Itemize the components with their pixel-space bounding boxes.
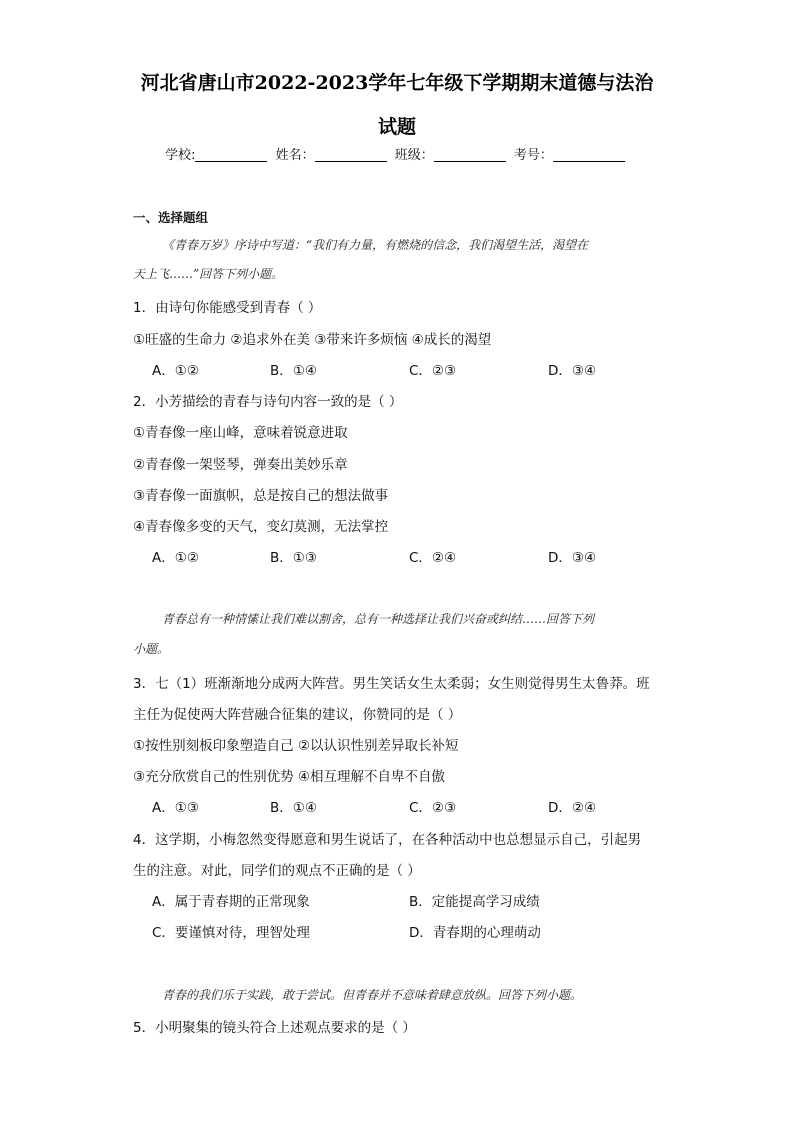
class-blank[interactable] <box>434 147 506 162</box>
q1-option-b[interactable]: B．①④ <box>270 363 317 379</box>
q2-option-b[interactable]: B．①③ <box>270 550 317 566</box>
material2-line1: 青春总有一种情愫让我们难以割舍，总有一种选择让我们兴奋或纠结……回答下列 <box>162 612 595 626</box>
q3-items-line2: ③充分欣赏自己的性别优势 ④相互理解不自卑不自傲 <box>133 769 445 785</box>
school-blank[interactable] <box>195 147 267 162</box>
student-info-row <box>0 144 794 163</box>
q4-stem-line2: 生的注意。对此，同学们的观点不正确的是（ ） <box>133 863 421 879</box>
q4-stem-line1: 4．这学期，小梅忽然变得愿意和男生说话了，在各种活动中也总想显示自己，引起男 <box>133 832 642 848</box>
q2-option-d[interactable]: D．③④ <box>548 550 597 566</box>
material1-line2: 天上飞……”回答下列小题。 <box>133 267 284 281</box>
q3-option-b[interactable]: B．①④ <box>270 800 317 816</box>
q2-option-c[interactable]: C．②④ <box>409 550 457 566</box>
material1-line1: 《青春万岁》序诗中写道：“我们有力量，有燃烧的信念，我们渴望生活，渴望在 <box>162 238 589 252</box>
section-heading: 一、选择题组 <box>133 210 209 225</box>
material3-line: 青春的我们乐于实践，敢于尝试。但青春并不意味着肆意放纵。回答下列小题。 <box>162 988 583 1002</box>
q1-option-a[interactable]: A．①② <box>152 363 199 379</box>
q1-option-c[interactable]: C．②③ <box>409 363 457 379</box>
q3-option-c[interactable]: C．②③ <box>409 800 457 816</box>
q1-items: ①旺盛的生命力 ②追求外在美 ③带来许多烦恼 ④成长的渴望 <box>133 332 492 348</box>
q5-stem: 5．小明聚集的镜头符合上述观点要求的是（ ） <box>133 1020 416 1036</box>
q2-item-1: ①青春像一座山峰，意味着锐意进取 <box>133 425 348 441</box>
q2-item-4: ④青春像多变的天气，变幻莫测，无法掌控 <box>133 519 389 535</box>
name-blank[interactable] <box>315 147 387 162</box>
class-label: 班级： <box>394 148 434 163</box>
q4-option-c[interactable]: C．要谨慎对待，理智处理 <box>152 925 310 941</box>
school-label: 学校: <box>165 148 196 163</box>
name-label: 姓名： <box>275 148 315 163</box>
exam-title-line2: 试题 <box>377 116 416 138</box>
q2-stem: 2．小芳描绘的青春与诗句内容一致的是（ ） <box>133 394 403 410</box>
q3-stem-line2: 主任为促使两大阵营融合征集的建议，你赞同的是（ ） <box>133 707 462 723</box>
exam-number-label: 考号： <box>513 148 553 163</box>
q1-stem: 1．由诗句你能感受到青春（ ） <box>133 300 322 316</box>
q3-items-line1: ①按性别刻板印象塑造自己 ②以认识性别差异取长补短 <box>133 738 459 754</box>
q4-option-b[interactable]: B．定能提高学习成绩 <box>409 894 540 910</box>
q2-item-3: ③青春像一面旗帜，总是按自己的想法做事 <box>133 488 389 504</box>
q4-option-a[interactable]: A．属于青春期的正常现象 <box>152 894 310 910</box>
q2-option-a[interactable]: A．①② <box>152 550 199 566</box>
q2-item-2: ②青春像一架竖琴，弹奏出美妙乐章 <box>133 457 348 473</box>
q3-stem-line1: 3．七（1）班渐渐地分成两大阵营。男生笑话女生太柔弱；女生则觉得男生太鲁莽。班 <box>133 676 650 692</box>
q3-option-a[interactable]: A．①③ <box>152 800 199 816</box>
q3-option-d[interactable]: D．②④ <box>548 800 597 816</box>
q4-option-d[interactable]: D．青春期的心理萌动 <box>409 925 541 941</box>
exam-title-line1: 河北省唐山市2022-2023学年七年级下学期期末道德与法治 <box>140 72 654 94</box>
q1-option-d[interactable]: D．③④ <box>548 363 597 379</box>
exam-number-blank[interactable] <box>553 147 625 162</box>
material2-line2: 小题。 <box>133 642 170 656</box>
